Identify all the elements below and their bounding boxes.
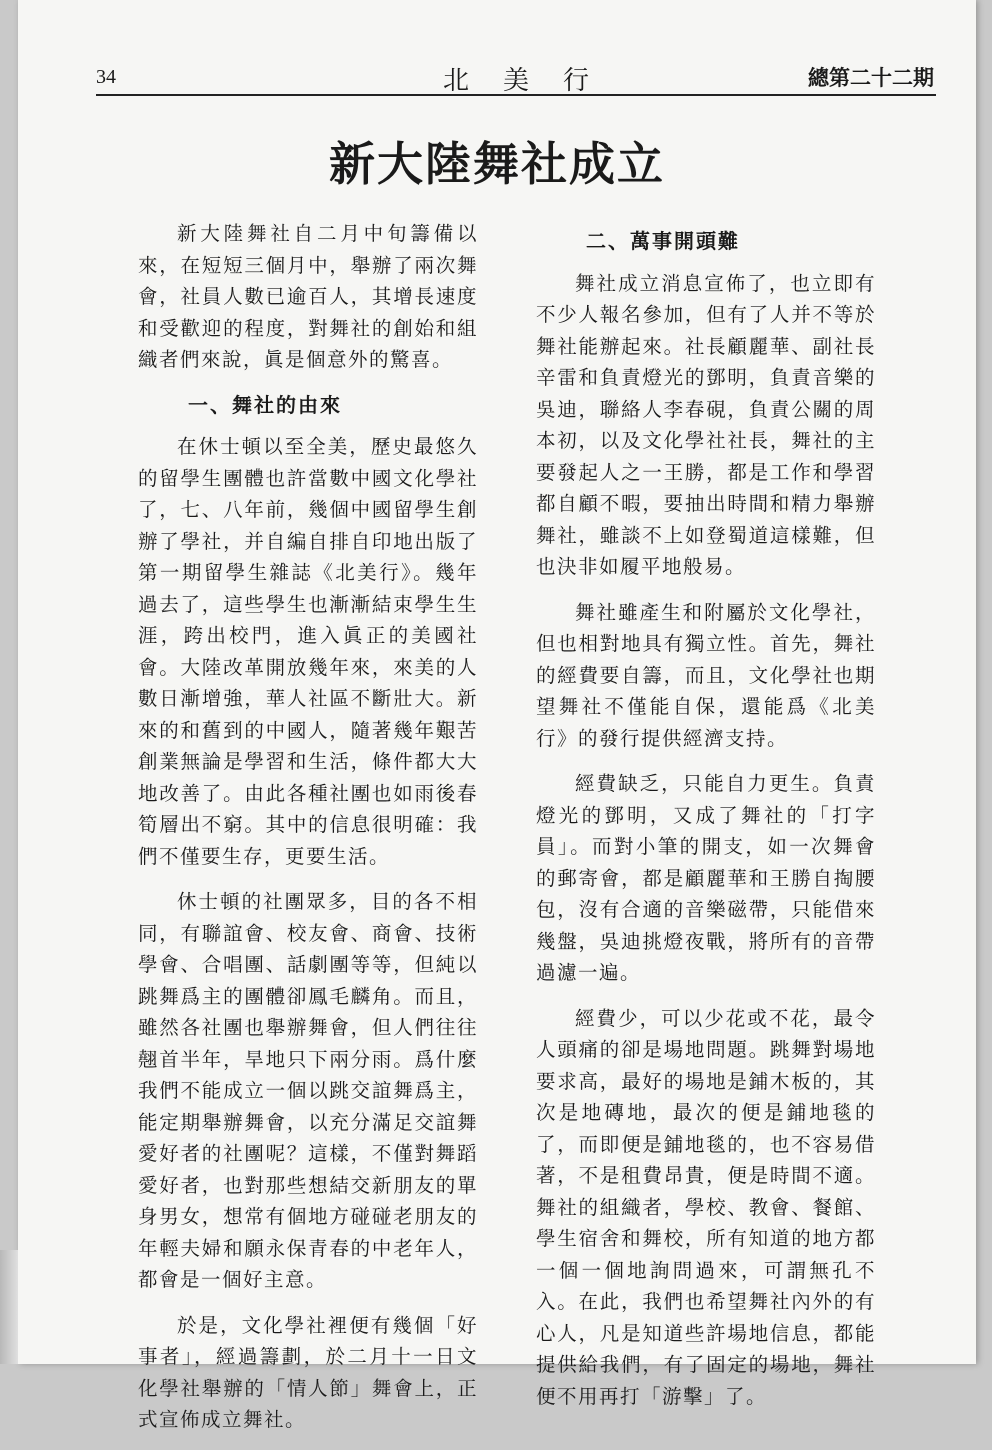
intro-paragraph: 新大陸舞社自二月中旬籌備以來，在短短三個月中，舉辦了兩次舞會，社員人數已逾百人，其增長速度和受歡迎的程度，對舞社的創始和組織者們來說，眞是個意外的驚喜。 xyxy=(138,222,478,371)
article-title: 新大陸舞社成立 xyxy=(329,137,665,191)
left-column xyxy=(138,218,478,1450)
paragraph: 於是，文化學社裡便有幾個「好事者」，經過籌劃，於二月十一日文化學社舉辦的「情人節」舞會上，正式宣佈成立舞社。 xyxy=(138,1313,478,1431)
paragraph: 舞社雖產生和附屬於文化學社，但也相對地具有獨立性。首先，舞社的經費要自籌，而且，文化學社也期望舞社不僅能自保，還能爲《北美行》的發行提供經濟支持。 xyxy=(536,600,876,750)
paragraph: 經費少，可以少花或不花，最令人頭痛的卻是場地問題。跳舞對場地要求高，最好的場地是鋪木板的，其次是地磚地，最次的便是鋪地毯的了，而即便是鋪地毯的，也不容易借著，不是租費昂貴，便是時間不適。舞社的組織者，學校、教會、餐館、學生宿舍和舞校，所有知道的地方都一個一個地詢問過來，可謂無孔不入。在此，我們也希望舞社內外的有心人，凡是知道些許場地信息，都能提供給我們，有了固定的場地，舞社便不用再打「游擊」了。 xyxy=(536,1006,876,1408)
paragraph: 舞社成立消息宣佈了，也立即有不少人報名參加，但有了人并不等於舞社能辦起來。社長顧麗華、副社長辛雷和負責燈光的鄧明，負責音樂的吳迪，聯絡人李春硯，負責公關的周本初，以及文化學社社長，舞社的主要發起人之一王勝，都是工作和學習都自顧不暇，要抽出時間和精力舉辦舞社，雖談不上如登蜀道這樣難，但也決非如履平地般易。 xyxy=(536,271,876,578)
section-heading-origin: 一、舞社的由來 xyxy=(188,392,342,417)
paragraph: 休士頓的社團眾多，目的各不相同，有聯誼會、校友會、商會、技術學會、合唱團、話劇團等等，但純以跳舞爲主的團體卻鳳毛麟角。而且，雖然各社團也舉辦舞會，但人們往往翹首半年，旱地只下兩分雨。爲什麼我們不能成立一個以跳交誼舞爲主，能定期舉辦舞會，以充分滿足交誼舞愛好者的社團呢？這樣，不僅對舞蹈愛好者，也對那些想結交新朋友的單身男女，想常有個地方碰碰老朋友的年輕夫婦和願永保青春的中老年人，都會是一個好主意。 xyxy=(138,890,478,1291)
magazine-name: 北美行 xyxy=(442,66,623,96)
running-header xyxy=(96,60,936,96)
issue-number: 總第二十二期 xyxy=(808,66,934,90)
section-heading-beginning: 二、萬事開頭難 xyxy=(586,229,740,253)
magazine-page xyxy=(18,0,976,1431)
paragraph: 經費缺乏，只能自力更生。負責燈光的鄧明，又成了舞社的「打字員」。而對小筆的開支，如一次舞會的郵寄會，都是顧麗華和王勝自掏腰包，沒有合適的音樂磁帶，只能借來幾盤，吳迪挑燈夜戰，將所有的音帶過濾一遍。 xyxy=(536,772,876,984)
page-edge xyxy=(0,1250,18,1364)
page-number: 34 xyxy=(96,66,116,88)
paragraph: 在休士頓以至全美，歷史最悠久的留學生團體也許當數中國文化學社了，七、八年前，幾個中國留學生創辦了學社，并自編自排自印地出版了第一期留學生雜誌《北美行》。幾年過去了，這些學生也漸漸結束學生生涯，跨出校門，進入眞正的美國社會。大陸改革開放幾年來，來美的人數日漸增強，華人社區不斷壯大。新來的和舊到的中國人，隨著幾年艱苦創業無論是學習和生活，條件都大大地改善了。由此各種社團也如雨後春筍層出不窮。其中的信息很明確：我們不僅要生存，更要生活。 xyxy=(138,435,478,868)
right-column xyxy=(536,222,876,1426)
